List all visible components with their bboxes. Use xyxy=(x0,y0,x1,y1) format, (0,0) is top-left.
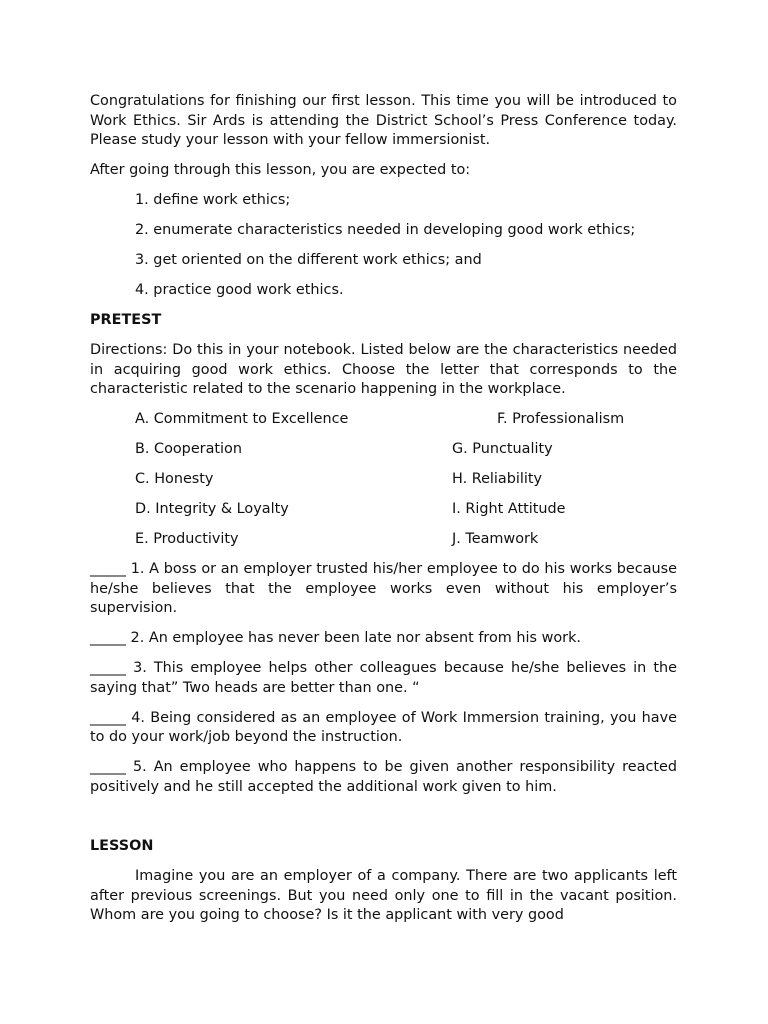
choice-item: I. Right Attitude xyxy=(452,501,566,517)
choice-item: F. Professionalism xyxy=(497,411,625,427)
objective-item: 2. enumerate characteristics needed in developing good work ethics; xyxy=(135,222,636,238)
pretest-item: _____ 5. An employee who happens to be given another responsibility reacted positively and he still accepted the additional work given to him. xyxy=(90,759,677,795)
objective-item: 3. get oriented on the different work ethics; and xyxy=(135,252,482,268)
pretest-item: _____ 3. This employee helps other colleagues because he/she believes in the saying that” Two heads are better than one. “ xyxy=(90,660,677,696)
pretest-directions: Directions: Do this in your notebook. Listed below are the characteristics needed in acquiring good work ethics. Choose the letter that corresponds to the characteristic related to the scenario happening in the workplace. xyxy=(90,342,677,397)
choice-item: D. Integrity & Loyalty xyxy=(135,501,289,517)
choice-item: G. Punctuality xyxy=(452,441,553,457)
objectives-lead: After going through this lesson, you are expected to: xyxy=(90,162,471,178)
choices-list xyxy=(90,410,677,560)
intro-paragraph: Congratulations for finishing our first lesson. This time you will be introduced to Work Ethics. Sir Ards is attending the District School’s Press Conference today. Please study your lesson with your fellow immersionist. xyxy=(90,93,677,148)
lesson-paragraph: Imagine you are an employer of a company. There are two applicants left after previous screenings. But you need only one to fill in the vacant position. Whom are you going to choose? Is it the applicant with very good xyxy=(90,868,677,923)
pretest-item: _____ 4. Being considered as an employee of Work Immersion training, you have to do your work/job beyond the instruction. xyxy=(90,709,677,745)
document-page xyxy=(90,92,677,926)
pretest-heading: PRETEST xyxy=(90,312,162,328)
lesson-heading: LESSON xyxy=(90,838,154,854)
choice-item: E. Productivity xyxy=(135,531,239,547)
choice-item: J. Teamwork xyxy=(452,531,539,547)
choice-item: C. Honesty xyxy=(135,471,214,487)
objective-item: 4. practice good work ethics. xyxy=(135,282,344,298)
pretest-item: _____ 2. An employee has never been late nor absent from his work. xyxy=(90,630,581,646)
objective-item: 1. define work ethics; xyxy=(135,192,291,208)
pretest-item: _____ 1. A boss or an employer trusted his/her employee to do his works because he/she believes that the employee works even without his employer’s supervision. xyxy=(90,561,677,616)
choice-item: H. Reliability xyxy=(452,471,543,487)
choice-item: B. Cooperation xyxy=(135,441,242,457)
choice-item: A. Commitment to Excellence xyxy=(135,411,349,427)
